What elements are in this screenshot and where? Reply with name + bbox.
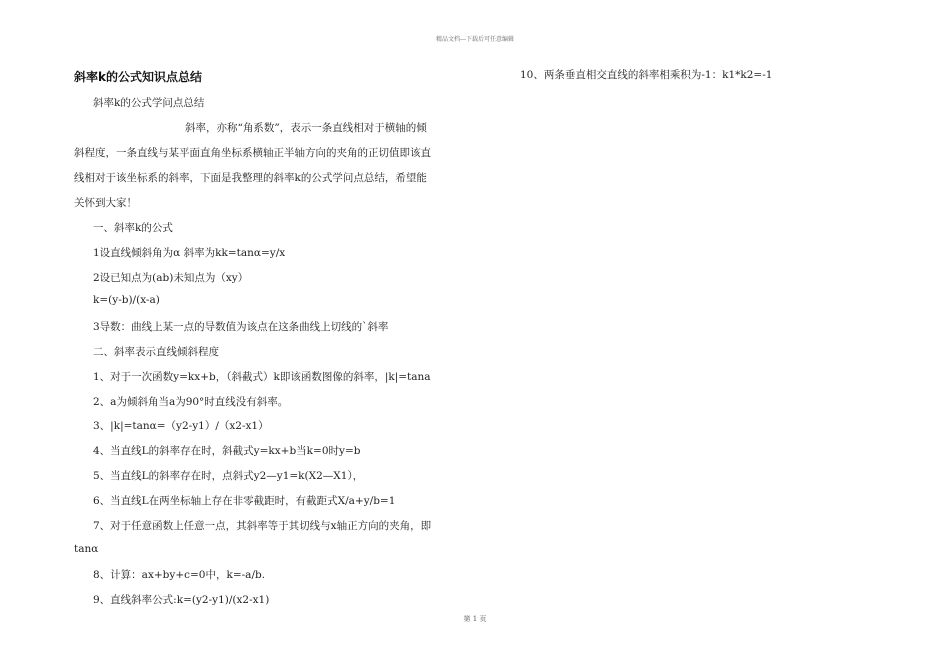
list-item: 6、当直线L在两坐标轴上存在非零截距时，有截距式X/a+y/b=1 (93, 495, 396, 507)
formula-line: k=(y-b)/(x-a) (93, 294, 160, 306)
paragraph-line: 斜程度，一条直线与某平面直角坐标系横轴正半轴方向的夹角的正切值即该直 (74, 147, 431, 159)
formula-line: 2设已知点为(ab)未知点为（xy） (93, 272, 249, 284)
paragraph-line: 斜率，亦称“角系数”，表示一条直线相对于横轴的倾 (185, 122, 427, 134)
page-header: 精品文档---下载后可任意编辑 (435, 36, 515, 43)
page-number: 第 1 页 (463, 615, 487, 623)
formula-line: 3导数：曲线上某一点的导数值为该点在这条曲线上切线的`斜率 (93, 321, 389, 333)
list-item-continuation: tanα (74, 543, 99, 555)
list-item: 8、计算：ax+by+c=0中，k=-a/b. (93, 569, 266, 581)
list-item: 9、直线斜率公式:k=(y2-y1)/(x2-x1) (93, 594, 270, 606)
paragraph-line: 关怀到大家！ (74, 197, 137, 209)
paragraph-line: 线相对于该坐标系的斜率，下面是我整理的斜率k的公式学问点总结，希望能 (74, 172, 427, 184)
list-item: 4、当直线L的斜率存在时，斜截式y=kx+b当k=0时y=b (93, 445, 361, 457)
section-heading: 二、斜率表示直线倾斜程度 (93, 346, 219, 358)
subtitle-line: 斜率k的公式学问点总结 (93, 97, 205, 109)
list-item: 2、a为倾斜角当a为90°时直线没有斜率。 (93, 396, 289, 408)
section-heading: 一、斜率k的公式 (93, 222, 173, 234)
list-item: 1、对于一次函数y=kx+b，（斜截式）k即该函数图像的斜率，|k|=tana (93, 371, 431, 383)
page-title: 斜率k的公式知识点总结 (74, 70, 202, 84)
formula-line: 1设直线倾斜角为α 斜率为kk=tanα=y/x (93, 247, 286, 259)
list-item: 5、当直线L的斜率存在时，点斜式y2—y1=k(X2—X1）， (93, 470, 364, 482)
list-item: 7、对于任意函数上任意一点，其斜率等于其切线与x轴正方向的夹角，即 (93, 520, 432, 532)
list-item: 3、|k|=tanα=（y2-y1）/（x2-x1） (93, 420, 269, 432)
list-item: 10、两条垂直相交直线的斜率相乘积为-1：k1*k2=-1 (520, 69, 773, 81)
